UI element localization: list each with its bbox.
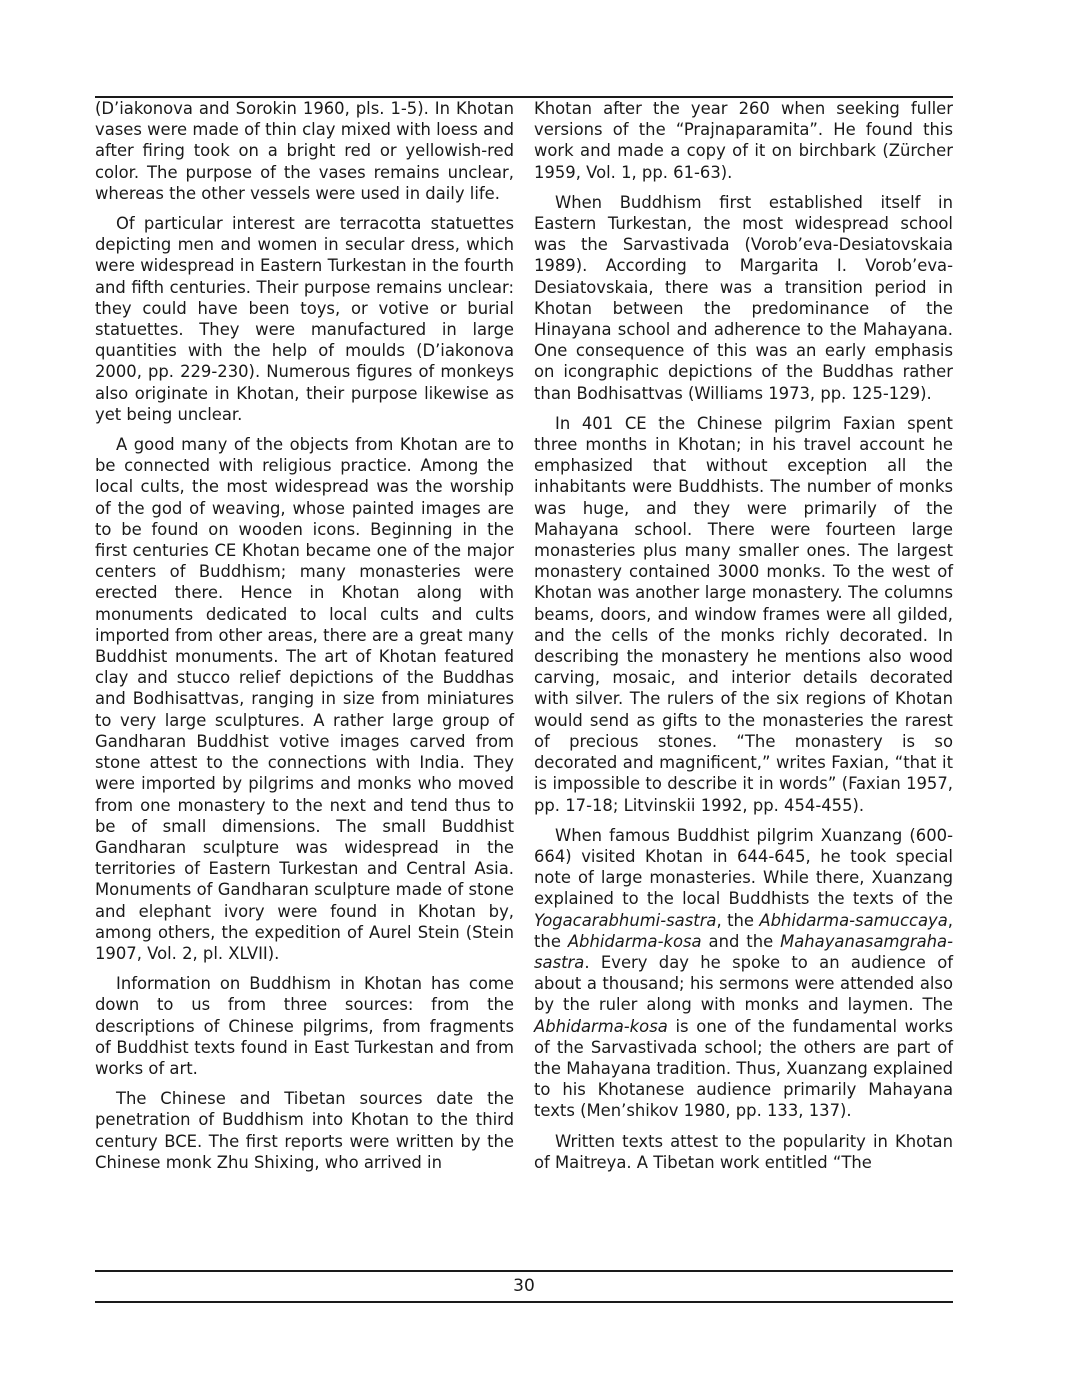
- page-number: 30: [513, 1276, 535, 1296]
- paragraph: Of particular interest are terracotta statuettes depicting men and women in secular dress, which were widespread in Eastern Turkestan in the fourth and fifth centuries. Their purpose remains unclear: they could have been toys, or votive or burial statuettes. They were manufactured in large quantities with the help of moulds (D’iakonova 2000, pp. 229-230). Numerous figures of monkeys also originate in Khotan, their purpose likewise as yet being unclear.: [95, 214, 514, 424]
- italic-title: Abhidarma-samuccaya: [759, 910, 948, 930]
- footer-rule-bottom: [95, 1301, 953, 1303]
- paragraph: A good many of the objects from Khotan are to be connected with religious practice. Among the local cults, the most widespread was the worship of the god of weaving, whose painted images are to be found on wooden icons. Beginning in the first centuries CE Khotan became one of the major centers of Buddhism; many monasteries were erected there. Hence in Khotan along with monuments dedicated to local cults and cults imported from other areas, there are a great many Buddhist monuments. The art of Khotan featured clay and stucco relief depictions of the Buddhas and Bodhisattvas, ranging in size from miniatures to very large sculptures. A rather large group of Gandharan Buddhist votive images carved from stone attest to the connections with India. They were imported by pilgrims and monks who moved from one monastery to the next and tend thus to be of small dimensions. The small Buddhist Gandharan sculpture was widespread in the territories of Eastern Turkestan and Central Asia. Monuments of Gandharan sculpture made of stone and elephant ivory were found in Khotan by, among others, the expedition of Aurel Stein (Stein 1907, Vol. 2, pl. XLVII).: [95, 435, 514, 963]
- italic-title: Mahayanasamgraha-sastra: [534, 931, 953, 972]
- text-run: When famous Buddhist pilgrim Xuanzang (600-664) visited Khotan in 644-645, he took special note of large monasteries. While there, Xuanzang explained to the local Buddhists the texts of the: [534, 825, 953, 909]
- paragraph: Information on Buddhism in Khotan has come down to us from three sources: from the descriptions of Chinese pilgrims, from fragments of Buddhist texts found in East Turkestan and from works of art.: [95, 974, 514, 1078]
- text-run: and the: [701, 931, 781, 951]
- paragraph: (D’iakonova and Sorokin 1960, pls. 1-5). In Khotan vases were made of thin clay mixed with loess and after firing took on a bright red or yellowish-red color. The purpose of the vases remains unclear, whereas the other vessels were used in daily life.: [95, 99, 514, 203]
- text-run: , the: [716, 910, 760, 930]
- right-column: [534, 98, 953, 1173]
- italic-title: Yogacarabhumi-sastra: [534, 910, 717, 930]
- footer-rule-top: [95, 1270, 953, 1272]
- paragraph: Written texts attest to the popularity in Khotan of Maitreya. A Tibetan work entitled “The: [534, 1131, 953, 1172]
- paragraph: When Buddhism first established itself in Eastern Turkestan, the most widespread school was the Sarvastivada (Vorob’eva-Desiatovskaia 1989). According to Margarita I. Vorob’eva-Desiatovskaia, there was a transition period in Khotan between the predominance of the Hinayana school and adherence to the Mahayana. One consequence of this was an early emphasis on icongraphic depictions of the Buddhas rather than Bodhisattvas (Williams 1973, pp. 125-129).: [534, 192, 953, 403]
- italic-title: Abhidarma-kosa: [567, 931, 702, 951]
- text-run: . Every day he spoke to an audience of about a thousand; his sermons were attended also by the ruler along with monks and laymen. The: [534, 952, 953, 1015]
- paragraph: Khotan after the year 260 when seeking fuller versions of the “Prajnaparamita”. He found this work and made a copy of it on birchbark (Zürcher 1959, Vol. 1, pp. 61-63).: [534, 99, 953, 182]
- paragraph: The Chinese and Tibetan sources date the penetration of Buddhism into Khotan to the third century BCE. The first reports were written by the Chinese monk Zhu Shixing, who arrived in: [95, 1089, 514, 1172]
- text-run: is one of the fundamental works of the Sarvastivada school; the others are part of the Mahayana tradition. Thus, Xuanzang explained to his Khotanese audience primarily Mahayana texts (Men’shikov 1980, pp. 133, 137).: [534, 1016, 953, 1121]
- paragraph: In 401 CE the Chinese pilgrim Faxian spent three months in Khotan; in his travel account he emphasized that without exception all the inhabitants were Buddhists. The number of monks was huge, and they were primarily of the Mahayana school. There were fourteen large monasteries plus many smaller ones. The largest monastery contained 3000 monks. To the west of Khotan was another large monastery. The columns beams, doors, and window frames were all gilded, and the cells of the monks richly decorated. In describing the monastery he mentions also wood carving, mosaic, and interior details decorated with silver. The rulers of the six regions of Khotan would send as gifts to the monasteries the rarest of precious stones. “The monastery is so decorated and magnificent,” writes Faxian, “that it is impossible to describe it in words” (Faxian 1957, pp. 17-18; Litvinskii 1992, pp. 454-455).: [534, 413, 953, 815]
- paragraph-xuanzang: [534, 825, 953, 1122]
- text-run: , the: [534, 910, 953, 951]
- left-column: [95, 98, 514, 1173]
- italic-title: Abhidarma-kosa: [534, 1016, 668, 1036]
